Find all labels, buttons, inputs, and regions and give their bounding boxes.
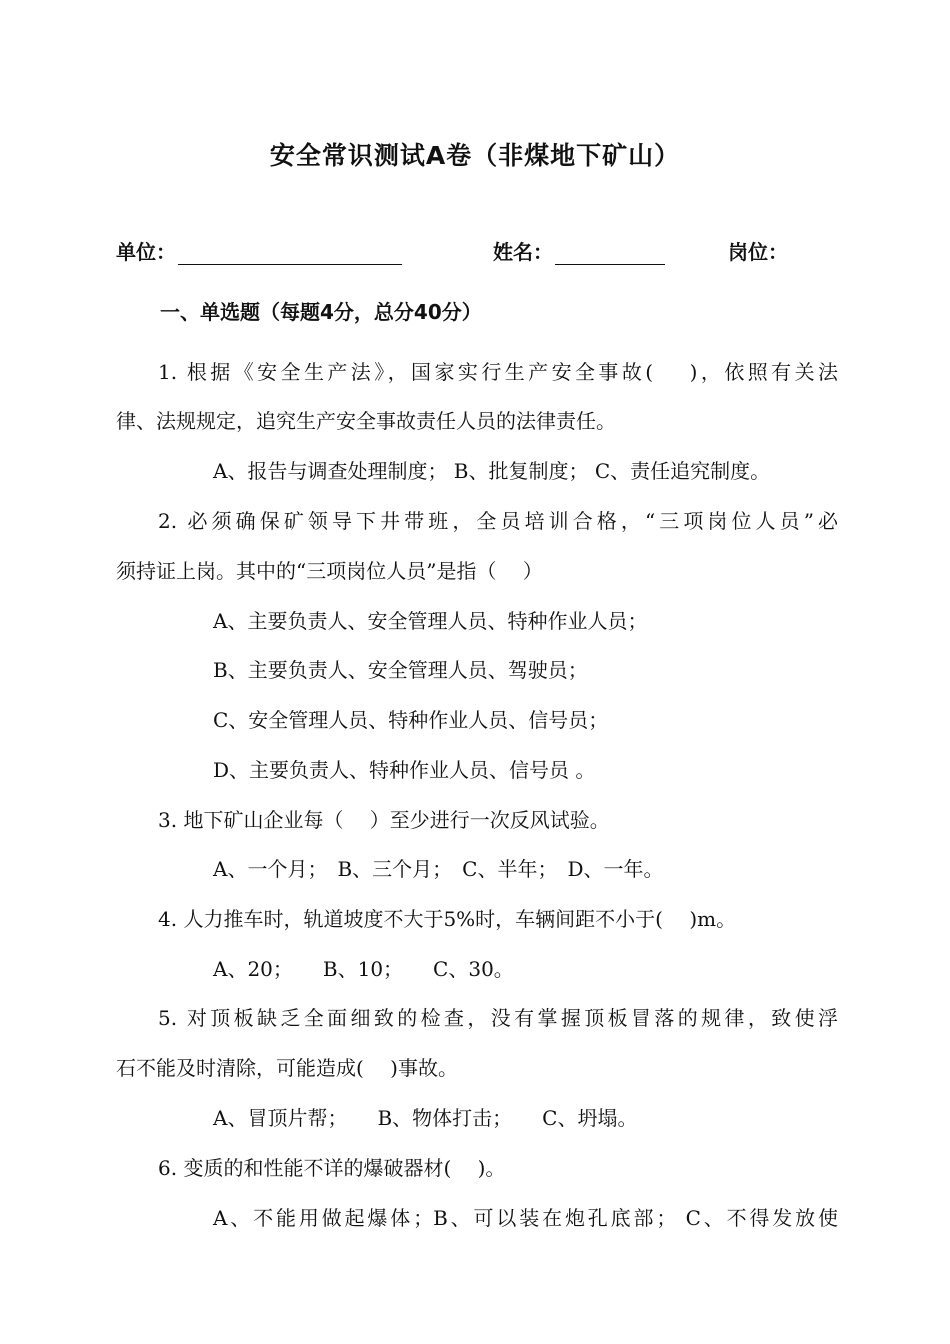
question-1-line-2: 律、法规规定，追究生产安全事故责任人员的法律责任。 xyxy=(116,409,616,433)
question-4-line-1: 4. 人力推车时，轨道坡度不大于5%时，车辆间距不小于( )m。 xyxy=(158,907,737,931)
section-heading: 一、单选题（每题4分，总分40分） xyxy=(160,300,482,324)
question-4-options: A、20； B、10； C、30。 xyxy=(213,957,514,981)
post-field xyxy=(728,236,788,265)
unit-blank-line[interactable] xyxy=(178,240,402,265)
question-2-option-d: D、主要负责人、特种作业人员、信号员 。 xyxy=(213,758,596,782)
question-1-options: A、报告与调查处理制度； B、批复制度； C、责任追究制度。 xyxy=(213,459,771,483)
question-2-line-1: 2. 必须确保矿领导下井带班，全员培训合格，“三项岗位人员”必 xyxy=(158,509,838,533)
question-5-options: A、冒顶片帮； B、物体打击； C、坍塌。 xyxy=(213,1106,638,1130)
name-label: 姓名： xyxy=(493,240,553,264)
unit-field xyxy=(116,236,402,265)
name-field xyxy=(493,236,665,265)
page-title: 安全常识测试A卷（非煤地下矿山） xyxy=(269,141,681,170)
post-label: 岗位： xyxy=(728,240,788,264)
question-3-options: A、一个月； B、三个月； C、半年； D、一年。 xyxy=(213,857,664,881)
question-2-line-2: 须持证上岗。其中的“三项岗位人员”是指（ ） xyxy=(116,559,543,583)
question-2-option-c: C、安全管理人员、特种作业人员、信号员； xyxy=(213,708,609,732)
question-2-option-a: A、主要负责人、安全管理人员、特种作业人员； xyxy=(213,609,648,633)
question-6-options: A、不能用做起爆体；B、可以装在炮孔底部； C、不得发放使 xyxy=(213,1206,838,1230)
name-blank-line[interactable] xyxy=(555,240,665,265)
question-5-line-1: 5. 对顶板缺乏全面细致的检查，没有掌握顶板冒落的规律，致使浮 xyxy=(158,1006,838,1030)
question-6-line-1: 6. 变质的和性能不详的爆破器材( )。 xyxy=(158,1156,506,1180)
unit-label: 单位： xyxy=(116,240,176,264)
question-2-option-b: B、主要负责人、安全管理人员、驾驶员； xyxy=(213,658,588,682)
question-3-line-1: 3. 地下矿山企业每（ ）至少进行一次反风试验。 xyxy=(158,808,610,832)
question-5-line-2: 石不能及时清除，可能造成( )事故。 xyxy=(116,1056,458,1080)
info-row xyxy=(116,236,836,266)
question-1-line-1: 1. 根据《安全生产法》，国家实行生产安全事故( )，依照有关法 xyxy=(158,360,838,384)
